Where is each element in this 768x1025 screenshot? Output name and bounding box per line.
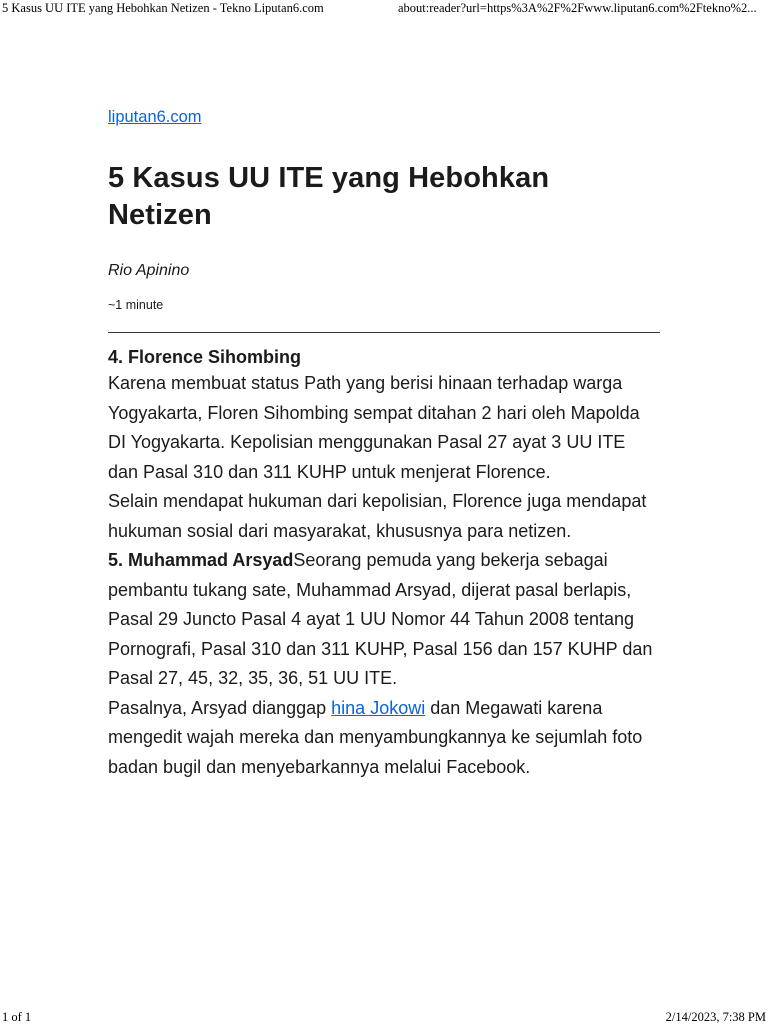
source-domain-link[interactable]: liputan6.com — [108, 108, 202, 126]
section-heading-florence: 4. Florence Sihombing — [108, 347, 302, 367]
print-page-title: 5 Kasus UU ITE yang Hebohkan Netizen - Tekno Liputan6.com — [2, 1, 324, 15]
article-content — [108, 345, 660, 782]
paragraph-text: Pasalnya, Arsyad dianggap — [108, 697, 332, 718]
paragraph-arsyad — [108, 546, 660, 694]
paragraph-text: dan Megawati karena mengedit wajah mereka dan menyambungkannya ke sejumlah foto badan bugil dan menyebarkannya melalui Facebook. — [108, 697, 643, 777]
header-divider — [108, 332, 660, 333]
print-datetime: 2/14/2023, 7:38 PM — [665, 1010, 766, 1024]
page-count: 1 of 1 — [2, 1010, 32, 1024]
article-author: Rio Apinino — [108, 262, 190, 279]
print-url: about:reader?url=https%3A%2F%2Fwww.liputan6.com%2Ftekno%2... — [398, 1, 757, 15]
paragraph: Karena membuat status Path yang berisi hinaan terhadap warga Yogyakarta, Floren Sihombing sempat ditahan 2 hari oleh Mapolda DI Yogyakarta. Kepolisian menggunakan Pasal 27 ayat 3 UU ITE dan Pasal 310 dan 311 KUHP untuk menjerat Florence. — [108, 373, 640, 482]
print-footer — [0, 1010, 768, 1024]
article-title: 5 Kasus UU ITE yang Hebohkan Netizen — [108, 162, 550, 231]
section-heading-arsyad: 5. Muhammad Arsyad — [108, 550, 294, 570]
reader-view — [108, 106, 660, 782]
hina-jokowi-link[interactable]: hina Jokowi — [331, 697, 426, 718]
paragraph — [108, 694, 660, 783]
paragraph-text: Seorang pemuda yang bekerja sebagai pembantu tukang sate, Muhammad Arsyad, dijerat pasal berlapis, Pasal 29 Juncto Pasal 4 ayat 1 UU Nomor 44 Tahun 2008 tentang Pornografi, Pasal 310 dan 311 KUHP, Pasal 156 dan 157 KUHP dan Pasal 27, 45, 32, 35, 36, 51 UU ITE. — [108, 550, 653, 688]
reading-time: ~1 minute — [108, 298, 164, 312]
print-header — [0, 0, 768, 18]
paragraph: Selain mendapat hukuman dari kepolisian, Florence juga mendapat hukuman sosial dari masyarakat, khususnya para netizen. — [108, 491, 647, 541]
